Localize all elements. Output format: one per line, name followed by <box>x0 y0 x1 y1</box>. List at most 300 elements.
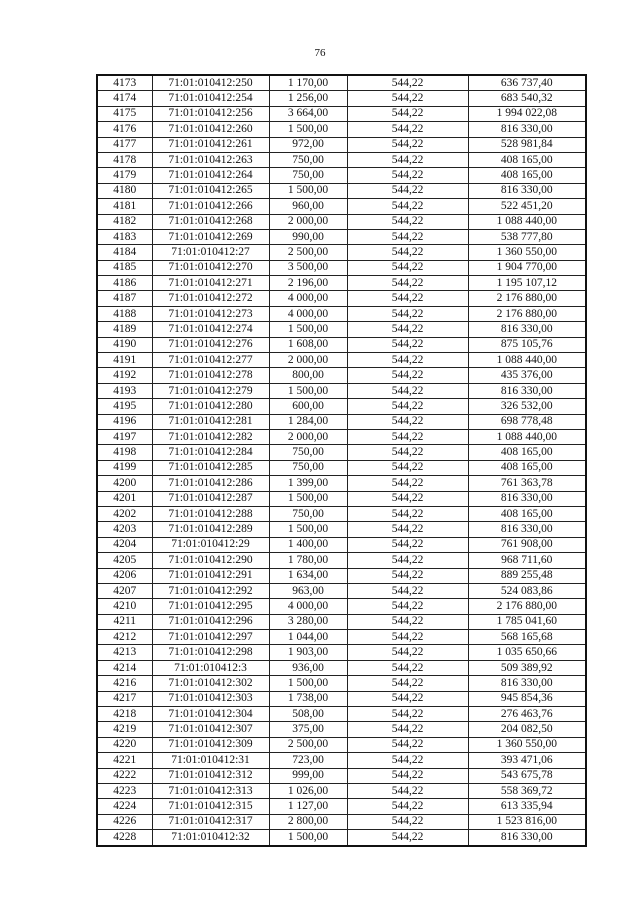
value-cell: 683 540,32 <box>468 91 586 106</box>
area-cell: 1 608,00 <box>269 337 347 352</box>
cadastral-number-cell: 71:01:010412:303 <box>152 691 269 706</box>
cadastral-number-cell: 71:01:010412:32 <box>152 830 269 846</box>
area-cell: 750,00 <box>269 152 347 167</box>
table-row <box>97 568 586 583</box>
cadastral-number-cell: 71:01:010412:270 <box>152 260 269 275</box>
rate-cell: 544,22 <box>347 522 468 537</box>
table-row <box>97 599 586 614</box>
cadastral-number-cell: 71:01:010412:304 <box>152 707 269 722</box>
area-cell: 750,00 <box>269 445 347 460</box>
row-number-cell: 4201 <box>97 491 152 506</box>
cadastral-number-cell: 71:01:010412:29 <box>152 537 269 552</box>
rate-cell: 544,22 <box>347 660 468 675</box>
table-row <box>97 753 586 768</box>
cadastral-number-cell: 71:01:010412:313 <box>152 783 269 798</box>
cadastral-number-cell: 71:01:010412:302 <box>152 676 269 691</box>
cadastral-number-cell: 71:01:010412:266 <box>152 199 269 214</box>
table-row <box>97 537 586 552</box>
rate-cell: 544,22 <box>347 614 468 629</box>
area-cell: 800,00 <box>269 368 347 383</box>
cadastral-number-cell: 71:01:010412:292 <box>152 583 269 598</box>
rate-cell: 544,22 <box>347 814 468 829</box>
value-cell: 204 082,50 <box>468 722 586 737</box>
cadastral-number-cell: 71:01:010412:279 <box>152 383 269 398</box>
value-cell: 538 777,80 <box>468 229 586 244</box>
rate-cell: 544,22 <box>347 506 468 521</box>
value-cell: 276 463,76 <box>468 707 586 722</box>
row-number-cell: 4198 <box>97 445 152 460</box>
value-cell: 889 255,48 <box>468 568 586 583</box>
rate-cell: 544,22 <box>347 768 468 783</box>
table-row <box>97 183 586 198</box>
table-row <box>97 75 586 91</box>
row-number-cell: 4210 <box>97 599 152 614</box>
area-cell: 1 026,00 <box>269 783 347 798</box>
row-number-cell: 4189 <box>97 322 152 337</box>
cadastral-number-cell: 71:01:010412:31 <box>152 753 269 768</box>
area-cell: 2 000,00 <box>269 214 347 229</box>
value-cell: 408 165,00 <box>468 152 586 167</box>
row-number-cell: 4206 <box>97 568 152 583</box>
value-cell: 408 165,00 <box>468 445 586 460</box>
value-cell: 698 778,48 <box>468 414 586 429</box>
row-number-cell: 4213 <box>97 645 152 660</box>
table-row <box>97 799 586 814</box>
area-cell: 723,00 <box>269 753 347 768</box>
cadastral-number-cell: 71:01:010412:250 <box>152 75 269 91</box>
area-cell: 1 127,00 <box>269 799 347 814</box>
area-cell: 1 738,00 <box>269 691 347 706</box>
area-cell: 963,00 <box>269 583 347 598</box>
cadastral-number-cell: 71:01:010412:256 <box>152 106 269 121</box>
cadastral-number-cell: 71:01:010412:281 <box>152 414 269 429</box>
table-row <box>97 707 586 722</box>
table-row <box>97 783 586 798</box>
row-number-cell: 4195 <box>97 399 152 414</box>
row-number-cell: 4220 <box>97 737 152 752</box>
value-cell: 1 088 440,00 <box>468 353 586 368</box>
table-row <box>97 214 586 229</box>
table-row <box>97 506 586 521</box>
row-number-cell: 4218 <box>97 707 152 722</box>
area-cell: 3 500,00 <box>269 260 347 275</box>
cadastral-number-cell: 71:01:010412:263 <box>152 152 269 167</box>
table-row <box>97 553 586 568</box>
area-cell: 1 170,00 <box>269 75 347 91</box>
rate-cell: 544,22 <box>347 830 468 846</box>
row-number-cell: 4226 <box>97 814 152 829</box>
area-cell: 2 500,00 <box>269 737 347 752</box>
table-row <box>97 583 586 598</box>
area-cell: 999,00 <box>269 768 347 783</box>
area-cell: 2 000,00 <box>269 353 347 368</box>
row-number-cell: 4202 <box>97 506 152 521</box>
row-number-cell: 4177 <box>97 137 152 152</box>
table-row <box>97 368 586 383</box>
row-number-cell: 4186 <box>97 276 152 291</box>
table-body <box>97 75 586 846</box>
area-cell: 750,00 <box>269 506 347 521</box>
cadastral-number-cell: 71:01:010412:260 <box>152 122 269 137</box>
rate-cell: 544,22 <box>347 676 468 691</box>
rate-cell: 544,22 <box>347 491 468 506</box>
area-cell: 508,00 <box>269 707 347 722</box>
row-number-cell: 4178 <box>97 152 152 167</box>
rate-cell: 544,22 <box>347 183 468 198</box>
table-row <box>97 676 586 691</box>
rate-cell: 544,22 <box>347 245 468 260</box>
row-number-cell: 4222 <box>97 768 152 783</box>
table-row <box>97 476 586 491</box>
area-cell: 1 500,00 <box>269 383 347 398</box>
value-cell: 568 165,68 <box>468 630 586 645</box>
value-cell: 408 165,00 <box>468 506 586 521</box>
value-cell: 408 165,00 <box>468 168 586 183</box>
rate-cell: 544,22 <box>347 645 468 660</box>
row-number-cell: 4183 <box>97 229 152 244</box>
cadastral-number-cell: 71:01:010412:264 <box>152 168 269 183</box>
value-cell: 945 854,36 <box>468 691 586 706</box>
area-cell: 936,00 <box>269 660 347 675</box>
value-cell: 1 035 650,66 <box>468 645 586 660</box>
area-cell: 1 903,00 <box>269 645 347 660</box>
value-cell: 816 330,00 <box>468 383 586 398</box>
row-number-cell: 4185 <box>97 260 152 275</box>
value-cell: 435 376,00 <box>468 368 586 383</box>
row-number-cell: 4207 <box>97 583 152 598</box>
cadastral-number-cell: 71:01:010412:278 <box>152 368 269 383</box>
cadastral-number-cell: 71:01:010412:274 <box>152 322 269 337</box>
row-number-cell: 4204 <box>97 537 152 552</box>
area-cell: 1 500,00 <box>269 491 347 506</box>
value-cell: 2 176 880,00 <box>468 599 586 614</box>
cadastral-table <box>96 74 587 847</box>
rate-cell: 544,22 <box>347 368 468 383</box>
rate-cell: 544,22 <box>347 691 468 706</box>
rate-cell: 544,22 <box>347 553 468 568</box>
value-cell: 522 451,20 <box>468 199 586 214</box>
row-number-cell: 4188 <box>97 306 152 321</box>
area-cell: 750,00 <box>269 460 347 475</box>
table-row <box>97 414 586 429</box>
row-number-cell: 4217 <box>97 691 152 706</box>
area-cell: 990,00 <box>269 229 347 244</box>
table-row <box>97 768 586 783</box>
cadastral-number-cell: 71:01:010412:254 <box>152 91 269 106</box>
table-row <box>97 491 586 506</box>
rate-cell: 544,22 <box>347 414 468 429</box>
row-number-cell: 4173 <box>97 75 152 91</box>
area-cell: 375,00 <box>269 722 347 737</box>
row-number-cell: 4203 <box>97 522 152 537</box>
area-cell: 1 399,00 <box>269 476 347 491</box>
table-row <box>97 460 586 475</box>
value-cell: 1 088 440,00 <box>468 214 586 229</box>
value-cell: 528 981,84 <box>468 137 586 152</box>
table-row <box>97 276 586 291</box>
table-row <box>97 737 586 752</box>
row-number-cell: 4221 <box>97 753 152 768</box>
table-row <box>97 322 586 337</box>
rate-cell: 544,22 <box>347 799 468 814</box>
table-row <box>97 106 586 121</box>
row-number-cell: 4176 <box>97 122 152 137</box>
value-cell: 543 675,78 <box>468 768 586 783</box>
cadastral-number-cell: 71:01:010412:297 <box>152 630 269 645</box>
row-number-cell: 4200 <box>97 476 152 491</box>
area-cell: 1 500,00 <box>269 522 347 537</box>
value-cell: 816 330,00 <box>468 676 586 691</box>
rate-cell: 544,22 <box>347 383 468 398</box>
cadastral-number-cell: 71:01:010412:3 <box>152 660 269 675</box>
rate-cell: 544,22 <box>347 630 468 645</box>
value-cell: 816 330,00 <box>468 183 586 198</box>
area-cell: 600,00 <box>269 399 347 414</box>
cadastral-number-cell: 71:01:010412:271 <box>152 276 269 291</box>
table-row <box>97 630 586 645</box>
rate-cell: 544,22 <box>347 460 468 475</box>
area-cell: 4 000,00 <box>269 599 347 614</box>
cadastral-number-cell: 71:01:010412:284 <box>152 445 269 460</box>
rate-cell: 544,22 <box>347 707 468 722</box>
area-cell: 3 280,00 <box>269 614 347 629</box>
value-cell: 636 737,40 <box>468 75 586 91</box>
area-cell: 1 044,00 <box>269 630 347 645</box>
value-cell: 326 532,00 <box>468 399 586 414</box>
table-row <box>97 660 586 675</box>
value-cell: 2 176 880,00 <box>468 306 586 321</box>
table-row <box>97 429 586 444</box>
area-cell: 3 664,00 <box>269 106 347 121</box>
rate-cell: 544,22 <box>347 137 468 152</box>
area-cell: 1 500,00 <box>269 830 347 846</box>
rate-cell: 544,22 <box>347 399 468 414</box>
rate-cell: 544,22 <box>347 429 468 444</box>
area-cell: 1 284,00 <box>269 414 347 429</box>
page-number: 76 <box>314 47 326 59</box>
table-row <box>97 814 586 829</box>
value-cell: 761 363,78 <box>468 476 586 491</box>
cadastral-number-cell: 71:01:010412:280 <box>152 399 269 414</box>
rate-cell: 544,22 <box>347 322 468 337</box>
row-number-cell: 4223 <box>97 783 152 798</box>
rate-cell: 544,22 <box>347 152 468 167</box>
row-number-cell: 4175 <box>97 106 152 121</box>
value-cell: 816 330,00 <box>468 491 586 506</box>
cadastral-number-cell: 71:01:010412:307 <box>152 722 269 737</box>
row-number-cell: 4192 <box>97 368 152 383</box>
rate-cell: 544,22 <box>347 276 468 291</box>
area-cell: 4 000,00 <box>269 291 347 306</box>
table-row <box>97 614 586 629</box>
cadastral-number-cell: 71:01:010412:273 <box>152 306 269 321</box>
rate-cell: 544,22 <box>347 353 468 368</box>
row-number-cell: 4180 <box>97 183 152 198</box>
table-row <box>97 445 586 460</box>
row-number-cell: 4191 <box>97 353 152 368</box>
rate-cell: 544,22 <box>347 260 468 275</box>
value-cell: 2 176 880,00 <box>468 291 586 306</box>
table-row <box>97 152 586 167</box>
table-row <box>97 522 586 537</box>
table-row <box>97 245 586 260</box>
cadastral-number-cell: 71:01:010412:268 <box>152 214 269 229</box>
cadastral-number-cell: 71:01:010412:315 <box>152 799 269 814</box>
table-row <box>97 353 586 368</box>
cadastral-number-cell: 71:01:010412:291 <box>152 568 269 583</box>
cadastral-number-cell: 71:01:010412:312 <box>152 768 269 783</box>
table-row <box>97 260 586 275</box>
table-row <box>97 291 586 306</box>
value-cell: 1 360 550,00 <box>468 245 586 260</box>
table-row <box>97 91 586 106</box>
table-row <box>97 722 586 737</box>
cadastral-number-cell: 71:01:010412:295 <box>152 599 269 614</box>
area-cell: 960,00 <box>269 199 347 214</box>
rate-cell: 544,22 <box>347 168 468 183</box>
row-number-cell: 4190 <box>97 337 152 352</box>
row-number-cell: 4187 <box>97 291 152 306</box>
table-row <box>97 337 586 352</box>
table-row <box>97 199 586 214</box>
row-number-cell: 4211 <box>97 614 152 629</box>
value-cell: 524 083,86 <box>468 583 586 598</box>
rate-cell: 544,22 <box>347 783 468 798</box>
table-row <box>97 399 586 414</box>
value-cell: 968 711,60 <box>468 553 586 568</box>
rate-cell: 544,22 <box>347 445 468 460</box>
cadastral-number-cell: 71:01:010412:282 <box>152 429 269 444</box>
table-row <box>97 383 586 398</box>
rate-cell: 544,22 <box>347 291 468 306</box>
row-number-cell: 4214 <box>97 660 152 675</box>
value-cell: 1 904 770,00 <box>468 260 586 275</box>
row-number-cell: 4219 <box>97 722 152 737</box>
rate-cell: 544,22 <box>347 476 468 491</box>
rate-cell: 544,22 <box>347 337 468 352</box>
rate-cell: 544,22 <box>347 75 468 91</box>
rate-cell: 544,22 <box>347 106 468 121</box>
cadastral-number-cell: 71:01:010412:27 <box>152 245 269 260</box>
area-cell: 1 256,00 <box>269 91 347 106</box>
value-cell: 1 523 816,00 <box>468 814 586 829</box>
area-cell: 1 400,00 <box>269 537 347 552</box>
area-cell: 972,00 <box>269 137 347 152</box>
table-row <box>97 229 586 244</box>
rate-cell: 544,22 <box>347 583 468 598</box>
value-cell: 1 195 107,12 <box>468 276 586 291</box>
row-number-cell: 4199 <box>97 460 152 475</box>
rate-cell: 544,22 <box>347 91 468 106</box>
cadastral-number-cell: 71:01:010412:287 <box>152 491 269 506</box>
value-cell: 816 330,00 <box>468 122 586 137</box>
row-number-cell: 4193 <box>97 383 152 398</box>
value-cell: 558 369,72 <box>468 783 586 798</box>
area-cell: 4 000,00 <box>269 306 347 321</box>
rate-cell: 544,22 <box>347 599 468 614</box>
value-cell: 408 165,00 <box>468 460 586 475</box>
rate-cell: 544,22 <box>347 199 468 214</box>
table-row <box>97 122 586 137</box>
value-cell: 1 360 550,00 <box>468 737 586 752</box>
cadastral-number-cell: 71:01:010412:276 <box>152 337 269 352</box>
row-number-cell: 4196 <box>97 414 152 429</box>
area-cell: 1 780,00 <box>269 553 347 568</box>
table-row <box>97 137 586 152</box>
area-cell: 2 800,00 <box>269 814 347 829</box>
cadastral-number-cell: 71:01:010412:298 <box>152 645 269 660</box>
rate-cell: 544,22 <box>347 229 468 244</box>
area-cell: 1 500,00 <box>269 183 347 198</box>
area-cell: 2 196,00 <box>269 276 347 291</box>
value-cell: 875 105,76 <box>468 337 586 352</box>
cadastral-number-cell: 71:01:010412:317 <box>152 814 269 829</box>
value-cell: 1 785 041,60 <box>468 614 586 629</box>
area-cell: 1 500,00 <box>269 322 347 337</box>
area-cell: 1 634,00 <box>269 568 347 583</box>
table-row <box>97 691 586 706</box>
row-number-cell: 4216 <box>97 676 152 691</box>
rate-cell: 544,22 <box>347 122 468 137</box>
value-cell: 1 994 022,08 <box>468 106 586 121</box>
table-row <box>97 306 586 321</box>
row-number-cell: 4228 <box>97 830 152 846</box>
cadastral-number-cell: 71:01:010412:285 <box>152 460 269 475</box>
area-cell: 2 000,00 <box>269 429 347 444</box>
rate-cell: 544,22 <box>347 753 468 768</box>
area-cell: 1 500,00 <box>269 676 347 691</box>
rate-cell: 544,22 <box>347 568 468 583</box>
rate-cell: 544,22 <box>347 737 468 752</box>
row-number-cell: 4197 <box>97 429 152 444</box>
row-number-cell: 4212 <box>97 630 152 645</box>
area-cell: 750,00 <box>269 168 347 183</box>
row-number-cell: 4182 <box>97 214 152 229</box>
value-cell: 509 389,92 <box>468 660 586 675</box>
row-number-cell: 4224 <box>97 799 152 814</box>
value-cell: 613 335,94 <box>468 799 586 814</box>
cadastral-number-cell: 71:01:010412:289 <box>152 522 269 537</box>
cadastral-number-cell: 71:01:010412:290 <box>152 553 269 568</box>
rate-cell: 544,22 <box>347 537 468 552</box>
cadastral-number-cell: 71:01:010412:269 <box>152 229 269 244</box>
value-cell: 393 471,06 <box>468 753 586 768</box>
cadastral-number-cell: 71:01:010412:261 <box>152 137 269 152</box>
row-number-cell: 4205 <box>97 553 152 568</box>
rate-cell: 544,22 <box>347 722 468 737</box>
value-cell: 816 330,00 <box>468 830 586 846</box>
table-row <box>97 645 586 660</box>
cadastral-number-cell: 71:01:010412:286 <box>152 476 269 491</box>
value-cell: 816 330,00 <box>468 522 586 537</box>
cadastral-number-cell: 71:01:010412:277 <box>152 353 269 368</box>
rate-cell: 544,22 <box>347 306 468 321</box>
value-cell: 1 088 440,00 <box>468 429 586 444</box>
value-cell: 761 908,00 <box>468 537 586 552</box>
row-number-cell: 4181 <box>97 199 152 214</box>
row-number-cell: 4184 <box>97 245 152 260</box>
table-row <box>97 830 586 846</box>
rate-cell: 544,22 <box>347 214 468 229</box>
value-cell: 816 330,00 <box>468 322 586 337</box>
table-row <box>97 168 586 183</box>
area-cell: 2 500,00 <box>269 245 347 260</box>
row-number-cell: 4179 <box>97 168 152 183</box>
cadastral-number-cell: 71:01:010412:309 <box>152 737 269 752</box>
area-cell: 1 500,00 <box>269 122 347 137</box>
cadastral-number-cell: 71:01:010412:288 <box>152 506 269 521</box>
cadastral-number-cell: 71:01:010412:296 <box>152 614 269 629</box>
